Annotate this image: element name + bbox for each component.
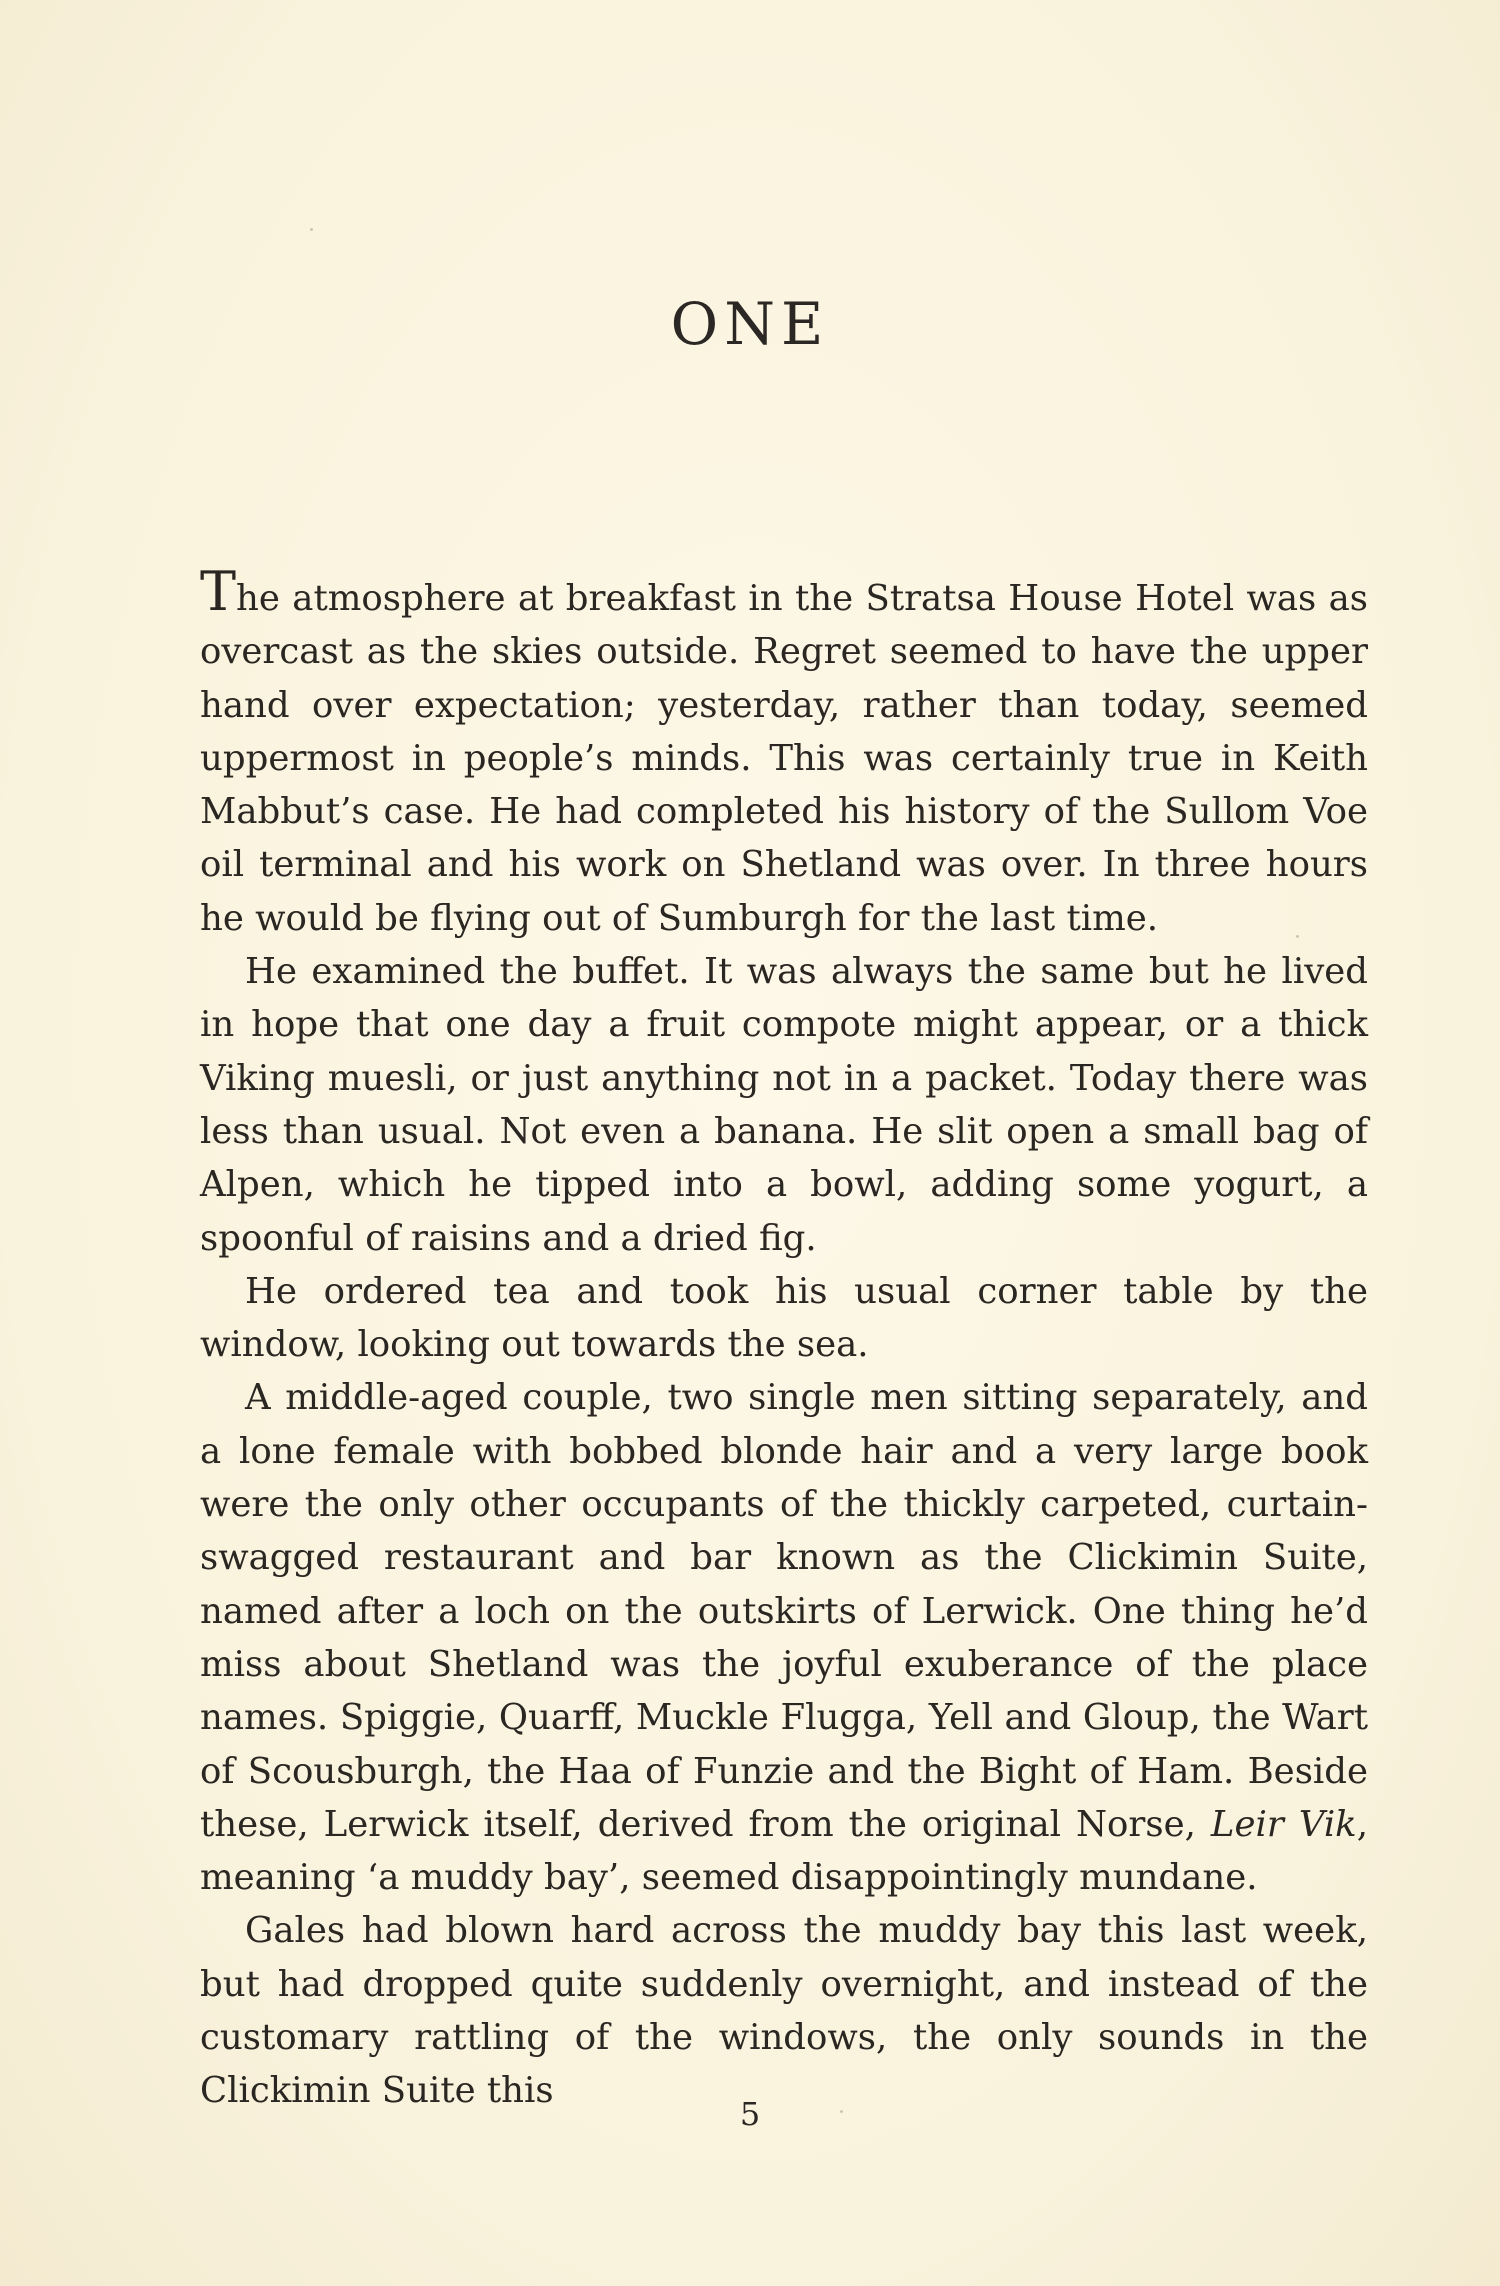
page-number: 5 [739, 2095, 761, 2133]
paper-speck [310, 228, 313, 231]
italic-term: Leir Vik [1210, 1803, 1357, 1845]
drop-cap: T [200, 560, 237, 623]
paragraph-1 [200, 560, 1368, 945]
paper-speck [840, 2110, 843, 2113]
paper-speck [1296, 935, 1299, 938]
chapter-title: ONE [670, 290, 830, 358]
paragraph-4-text-after: , meaning ‘a muddy bay’, seemed disappointingly mundane. [200, 1803, 1368, 1899]
body-text [200, 560, 1368, 2118]
paragraph-3: He ordered tea and took his usual corner table by the window, looking out towards the sea. [200, 1270, 1368, 1366]
paragraph-4-text-before: A middle-aged couple, two single men sitting separately, and a lone female with bobbed blonde hair and a very large book were the only other occupants of the thickly carpeted, curtain-swagged restaurant and bar known as the Clickimin Suite, named after a loch on the outskirts of Lerwick. One thing he’d miss about Shetland was the joyful exuberance of the place names. Spiggie, Quarff, Muckle Flugga, Yell and Gloup, the Wart of Scousburgh, the Haa of Funzie and the Bight of Ham. Beside these, Lerwick itself, derived from the original Norse, [200, 1377, 1368, 1845]
paragraph-5: Gales had blown hard across the muddy bay this last week, but had dropped quite suddenly overnight, and instead of the customary rattling of the windows, the only sounds in the Clickimin Suite this [200, 1910, 1368, 2112]
paragraph-2: He examined the buffet. It was always the same but he lived in hope that one day a fruit compote might appear, or a thick Viking muesli, or just anything not in a packet. Today there was less than usual. Not even a banana. He slit open a small bag of Alpen, which he tipped into a bowl, adding some yogurt, a spoonful of raisins and a dried fig. [200, 951, 1368, 1259]
paragraph-4 [200, 1371, 1368, 1904]
paragraph-1-text: he atmosphere at breakfast in the Stratsa House Hotel was as overcast as the skies outside. Regret seemed to have the upper hand over expectation; yesterday, rather than today, seemed uppermost in people’s minds. This was certainly true in Keith Mabbut’s case. He had completed his history of the Sullom Voe oil terminal and his work on Shetland was over. In three hours he would be flying out of Sumburgh for the last time. [200, 578, 1368, 939]
